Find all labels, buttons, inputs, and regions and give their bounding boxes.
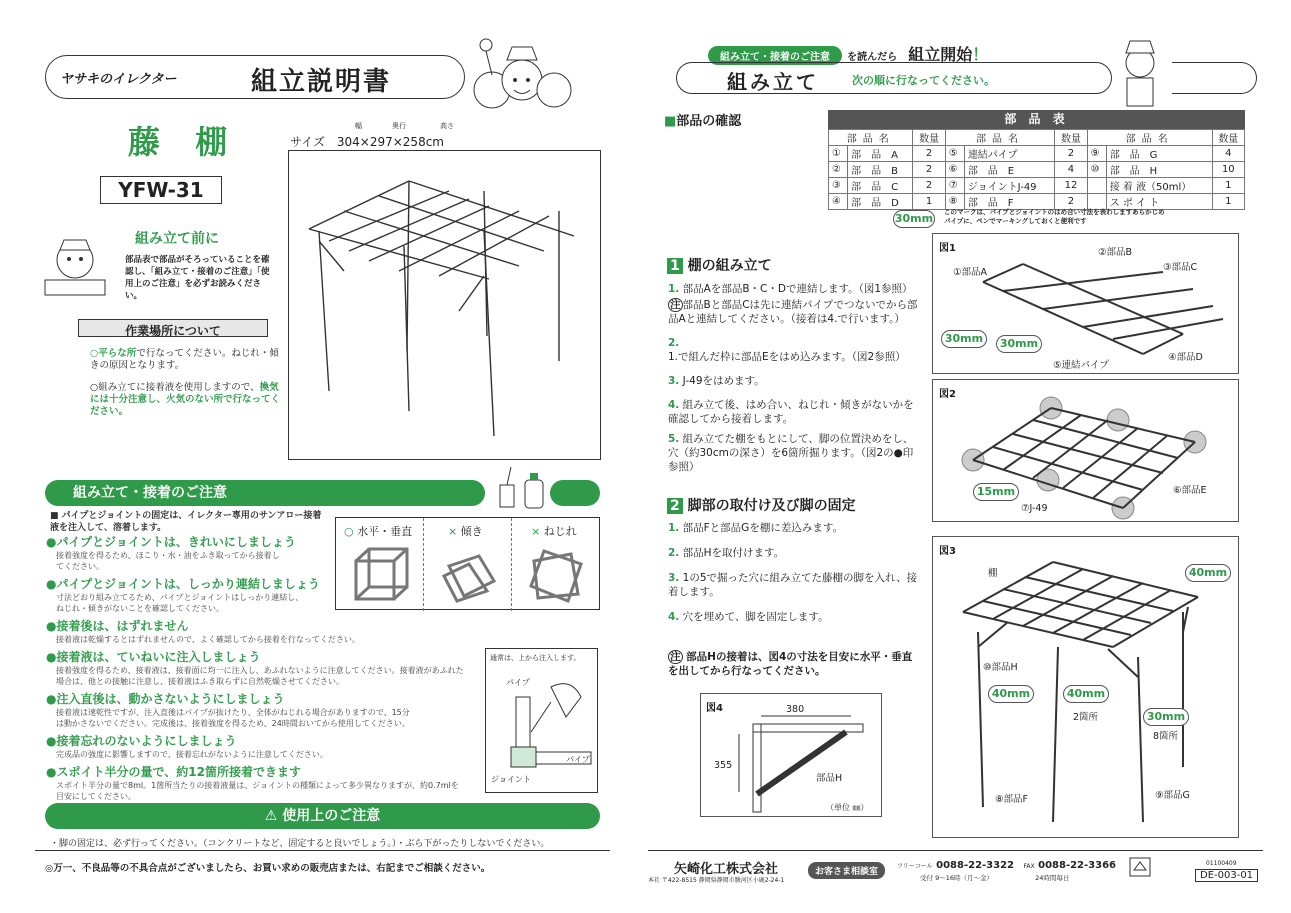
care-title: 組み立て・接着のご注意 xyxy=(73,485,227,501)
fig2-grid-drawing xyxy=(933,380,1240,523)
section-2-title: 脚部の取付け及び脚の固定 xyxy=(687,498,856,514)
workplace-title-box xyxy=(78,319,268,337)
parts-table-header: 部品名 数量 部品名 数量 部品名 数量 xyxy=(829,130,1245,146)
fig1-badge-1: 30mm xyxy=(941,330,987,348)
care-item-text: 寸法どおり組み立てるため、パイプとジョイントはしっかり連結し、ねじれ・傾きがないことを確認してください。 xyxy=(56,593,304,613)
usage-text: ・脚の固定は、必ず行ってください。（コンクリートなど、固定すると良いでしょう。）・ぶら下がったりしないでください。 xyxy=(50,839,550,849)
fig2-title: 図2 xyxy=(939,389,956,400)
fig3-label-8places: 8箇所 xyxy=(1153,731,1179,742)
banner-mid: を読んだら xyxy=(847,52,898,63)
fax-label: FAX xyxy=(1023,863,1035,870)
fig2-badge: 15mm xyxy=(973,483,1019,501)
fig4-unit: （単位 ㎜） xyxy=(826,803,869,812)
fig3-badge-2: 40mm xyxy=(988,685,1034,703)
workplace-item-2-rest: 換気には十分注意し、火気のない所で行なってください。 xyxy=(90,382,281,417)
fig3-badge-1: 40mm xyxy=(1185,564,1231,582)
assemble-header xyxy=(676,62,1112,94)
parts-table-wrap xyxy=(828,110,1245,210)
parts-table-row: ② 部 品 B 2 ⑥ 部 品 E 4 ⑩ 部 品 H 10 xyxy=(829,162,1245,178)
orient-ok: ○ 水平・垂直 xyxy=(344,525,413,538)
fig1-label-d: ④部品D xyxy=(1168,352,1203,363)
fig4-width: 380 xyxy=(786,704,805,715)
banner-excl: ！ xyxy=(972,45,989,64)
step: 5. 組み立てた棚をもとにして、脚の位置決めをし、穴（約30cmの深さ）を6箇所掘ります。（図2の●印参照） xyxy=(668,433,914,473)
fig3-label-g: ⑨部品G xyxy=(1155,790,1190,801)
fig1-label-b: ②部品B xyxy=(1098,247,1133,258)
inject-label-joint: ジョイント xyxy=(491,775,531,784)
model-box xyxy=(100,176,222,204)
cube-ok-icon xyxy=(351,546,411,604)
free-number: 0088-22-3322 xyxy=(936,860,1015,871)
assemble-header-tail xyxy=(1172,62,1257,94)
figure-2 xyxy=(932,379,1239,522)
mascot-worker-illustration xyxy=(1112,33,1167,108)
care-item-head: パイプとジョイントは、しっかり連結しましょう xyxy=(56,577,320,591)
company-address: 本社 〒422-8515 静岡県静岡市駿河区小鹿2-24-1 xyxy=(648,877,785,884)
size-value: 304×297×258cm xyxy=(336,135,444,149)
parts-table-row: ① 部 品 A 2 ⑤ 連結パイプ 2 ⑨ 部 品 G 4 xyxy=(829,146,1245,162)
care-item-head: スポイト半分の量で、約12箇所接着できます xyxy=(56,765,301,779)
step: 1. 部品Aを部品B・C・Dで連結します。（図1参照） xyxy=(668,283,913,295)
figure-4 xyxy=(700,693,882,817)
step-note: 注 部品Bと部品Cは先に連結パイプでつないでから部品Aと連結してください。（接着は4.で行います。） xyxy=(668,299,918,325)
section-1-number: 1 xyxy=(667,258,683,274)
doc-code: DE-003-01 xyxy=(1195,869,1258,882)
recycle-mark-icon xyxy=(1128,856,1152,880)
footer-rule xyxy=(35,850,610,851)
assemble-title: 組み立て xyxy=(727,70,819,94)
hours-weekday: 受付 9〜16時（月〜金） xyxy=(920,874,993,882)
size-header-w: 幅 xyxy=(355,122,362,130)
usage-title-bar xyxy=(45,803,600,829)
workplace-title: 作業場所について xyxy=(125,324,221,338)
fig4-title: 図4 xyxy=(706,703,723,714)
care-item: ●パイプとジョイントは、しっかり連結しましょう 寸法どおり組み立てるため、パイプとジョイントはしっかり連結し、ねじれ・傾きがないことを確認してください。 xyxy=(46,577,320,613)
free-label: フリーコール xyxy=(897,863,933,870)
fig3-badge-3: 40mm xyxy=(1063,685,1109,703)
parts-table-row: ④ 部 品 D 1 ⑧ 部 品 F 2 ス ポ イ ト 1 xyxy=(829,194,1245,210)
step: 4. 穴を埋めて、脚を固定します。 xyxy=(668,611,829,623)
workplace-item-1-rest: で行なってください。ねじれ・傾きの原因となります。 xyxy=(90,348,279,371)
inject-note: 通常は、上から注入します。 xyxy=(490,654,581,662)
care-item-text: 接着強度を得るため、ほこり・水・油をふき取ってから接着してください。 xyxy=(56,551,280,571)
inject-label-pipe-side: パイプ xyxy=(566,755,590,764)
fig4-height: 355 xyxy=(714,760,733,771)
fig1-label-c: ③部品C xyxy=(1163,262,1198,273)
care-item: ●接着忘れのないようにしましょう 完成品の強度に影響しますので、接着忘れがないように注意してください。 xyxy=(46,732,466,760)
product-image-frame xyxy=(288,150,601,460)
fig3-badge-4: 30mm xyxy=(1143,708,1189,726)
fig4-part: 部品H xyxy=(816,773,843,784)
brand-logo: ヤサキのイレクター xyxy=(60,72,177,87)
banner-end: 組立開始 xyxy=(908,45,973,64)
care-item: ●接着後は、はずれません 接着液は乾燥するとはずれませんので、よく確認してから接着を行なってください。 xyxy=(46,617,466,645)
fig3-label-f: ⑧部品F xyxy=(995,794,1028,805)
right-footer-rule xyxy=(648,850,1263,851)
fig2-label-j49: ⑦J-49 xyxy=(1021,503,1048,514)
fig3-label-h: ⑩部品H xyxy=(983,662,1018,673)
size-label: サイズ xyxy=(290,135,326,149)
contact-label: お客さま相談室 xyxy=(808,862,885,879)
banner-pill: 組み立て・接着のご注意 xyxy=(708,46,842,65)
care-bar-end xyxy=(550,480,600,506)
orient-tilt: × 傾き xyxy=(448,525,483,538)
mascot-group-illustration xyxy=(462,35,577,115)
inject-label-pipe-top: パイプ xyxy=(506,678,530,687)
fig3-label-shelf: 棚 xyxy=(988,568,998,579)
step: 4. 組み立て後、はめ合い、ねじれ・傾きがないかを確認してから接着します。 xyxy=(668,399,914,425)
care-item: ●注入直後は、動かさないようにしましょう 接着液は速乾性ですが、注入直後はパイプが抜けたり、全体がねじれる場合がありますので、15分は動かさないでください。完成後は、接着強度を得るため、24時間おいてから使用してください。 xyxy=(46,690,466,729)
fig3-label-2places: 2箇所 xyxy=(1073,712,1099,723)
warning-icon: ⚠ xyxy=(264,808,278,824)
section-2-heading xyxy=(667,495,856,515)
contact-info xyxy=(897,860,1116,871)
care-item-text: 接着強度を得るため、接着液は、接着面に均一に注入し、あふれないように注意してください。接着液があふれた場合は、他との接触に注意し、接着液はふき取らずに自然乾燥させてください。 xyxy=(56,666,464,686)
size-line xyxy=(290,133,444,150)
care-item-head: パイプとジョイントは、きれいにしましょう xyxy=(56,535,296,549)
care-item-text: 完成品の強度に影響しますので、接着忘れがないように注意してください。 xyxy=(56,750,328,759)
hours-fax: 24時間毎日 xyxy=(1035,874,1070,882)
doc-title: 組立説明書 xyxy=(251,67,392,97)
fig1-badge-2: 30mm xyxy=(996,335,1042,353)
section-1-steps xyxy=(668,282,918,474)
step: 3. J-49をはめます。 xyxy=(668,375,765,387)
footer-note: ◎万一、不良品等の不具合点がございましたら、お買い求めの販売店または、右記までご相談ください。 xyxy=(45,863,491,874)
injection-box xyxy=(485,648,598,793)
care-item-head: 接着忘れのないようにしましょう xyxy=(56,734,237,748)
product-name: 藤 棚 xyxy=(128,123,240,161)
fig1-title: 図1 xyxy=(939,243,956,254)
fax-number: 0088-22-3366 xyxy=(1038,860,1116,871)
step: 2. 1.で組んだ枠に部品Eをはめ込みます。（図2参照） xyxy=(668,337,906,363)
contact-hours xyxy=(920,873,1069,882)
care-item-head: 接着後は、はずれません xyxy=(56,619,189,633)
cube-tilt-icon xyxy=(439,546,499,604)
step: 2. 部品Hを取付けます。 xyxy=(668,547,785,559)
workplace-item-2: ○組み立てに接着液を使用しますので、換気には十分注意し、火気のない所で行なってください。 xyxy=(90,382,281,417)
fig2-label-e: ⑥部品E xyxy=(1173,485,1207,496)
mark-note: このマークは、パイプとジョイントのはめ合い寸法を表わしますあらかじめパイプに、ペンでマーキングしておくと便利です xyxy=(944,208,1165,225)
care-item: ●接着液は、ていねいに注入しましょう 接着強度を得るため、接着液は、接着面に均一に注入し、あふれないように注意してください。接着液があふれた場合は、他との接触に注意し、接着液はふき取らずに自然乾燥させてください。 xyxy=(46,648,466,687)
figure-1 xyxy=(932,233,1239,374)
glue-bottle-icon xyxy=(495,465,550,513)
doc-small-code: 01100409 xyxy=(1206,860,1237,867)
cube-twist-icon xyxy=(526,546,586,604)
workplace-item-1-lead: 平らな所 xyxy=(98,348,137,359)
care-title-bar xyxy=(45,480,485,506)
note-mark: 注 xyxy=(670,651,681,663)
before-text: 部品表で部品がそろっていることを確認し、「組み立て・接着のご注意」「使用上のご注意」を必ずお読みください。 xyxy=(125,255,270,301)
company-name: 矢崎化工株式会社 xyxy=(674,862,779,877)
care-intro: ■ パイプとジョイントの固定は、イレクター専用のサンアロー接着液を注入して、溶着します。 xyxy=(50,511,322,533)
orientation-box xyxy=(335,517,600,610)
step: 1. 部品Fと部品Gを棚に差込みます。 xyxy=(668,522,843,534)
section-2-number: 2 xyxy=(667,498,683,514)
trellis-illustration xyxy=(289,151,599,457)
fig1-label-a: ①部品A xyxy=(953,267,988,278)
care-item-text: スポイト半分の量で8ml。1箇所当たりの接着液量は、ジョイントの種類によって多少異なりますが、約0.7mlを目安にしてください。 xyxy=(56,781,459,801)
step: 3. 1の5で掘った穴に組み立てた藤棚の脚を入れ、接着します。 xyxy=(668,572,918,598)
workplace-item-2-lead: 組み立てに接着液を使用しますので、 xyxy=(98,382,260,393)
section-1-heading xyxy=(667,255,772,275)
left-header xyxy=(45,55,465,99)
size-header-h: 高さ xyxy=(440,122,454,130)
workplace-item-1: ○平らな所で行なってください。ねじれ・傾きの原因となります。 xyxy=(90,348,279,371)
section-1-title: 棚の組み立て xyxy=(687,258,772,274)
parts-table xyxy=(828,129,1245,210)
care-intro-text: パイプとジョイントの固定は、イレクター専用のサンアロー接着液を注入して、溶着します。 xyxy=(50,511,322,533)
assemble-sub: 次の順に行なってください。 xyxy=(852,74,995,87)
care-item: ●スポイト半分の量で、約12箇所接着できます スポイト半分の量で8ml。1箇所当たりの接着液量は、ジョイントの種類によって多少異なりますが、約0.7mlを目安にしてください。 xyxy=(46,763,466,802)
fig3-title: 図3 xyxy=(939,546,956,557)
care-item-text: 接着液は速乾性ですが、注入直後はパイプが抜けたり、全体がねじれる場合がありますので、15分は動かさないでください。完成後は、接着強度を得るため、24時間おいてから使用してください。 xyxy=(56,708,410,728)
orient-twist: × ねじれ xyxy=(531,525,577,538)
care-item-head: 接着液は、ていねいに注入しましょう xyxy=(56,650,261,664)
size-header-d: 奥行 xyxy=(392,122,406,130)
parts-check-title: 部品の確認 xyxy=(676,114,742,129)
before-title: 組み立て前に xyxy=(135,231,219,247)
model-number: YFW-31 xyxy=(118,178,204,202)
parts-table-row: ③ 部 品 C 2 ⑦ ジョイントJ-49 12 接 着 液（50ml） 1 xyxy=(829,178,1245,194)
section-2-steps xyxy=(668,521,918,624)
note-text: 部品Hの接着は、図4の寸法を目安に水平・垂直を出してから行なってください。 xyxy=(668,651,913,677)
care-item-head: 注入直後は、動かさないようにしましょう xyxy=(56,692,285,706)
mascot-thinking-illustration xyxy=(40,235,115,300)
section-2-note xyxy=(668,650,913,678)
parts-table-title: 部 品 表 xyxy=(828,110,1245,129)
usage-title: 使用上のご注意 xyxy=(282,808,381,824)
parts-check-heading: ■部品の確認 xyxy=(664,114,742,129)
care-item-text: 接着液は乾燥するとはずれませんので、よく確認してから接着を行なってください。 xyxy=(56,635,360,644)
mark-badge: 30mm xyxy=(893,210,935,228)
fig1-label-conn: ⑤連結パイプ xyxy=(1053,360,1109,371)
care-item: ●パイプとジョイントは、きれいにしましょう 接着強度を得るため、ほこり・水・油をふき取ってから接着してください。 xyxy=(46,535,296,571)
figure-3 xyxy=(932,536,1239,838)
